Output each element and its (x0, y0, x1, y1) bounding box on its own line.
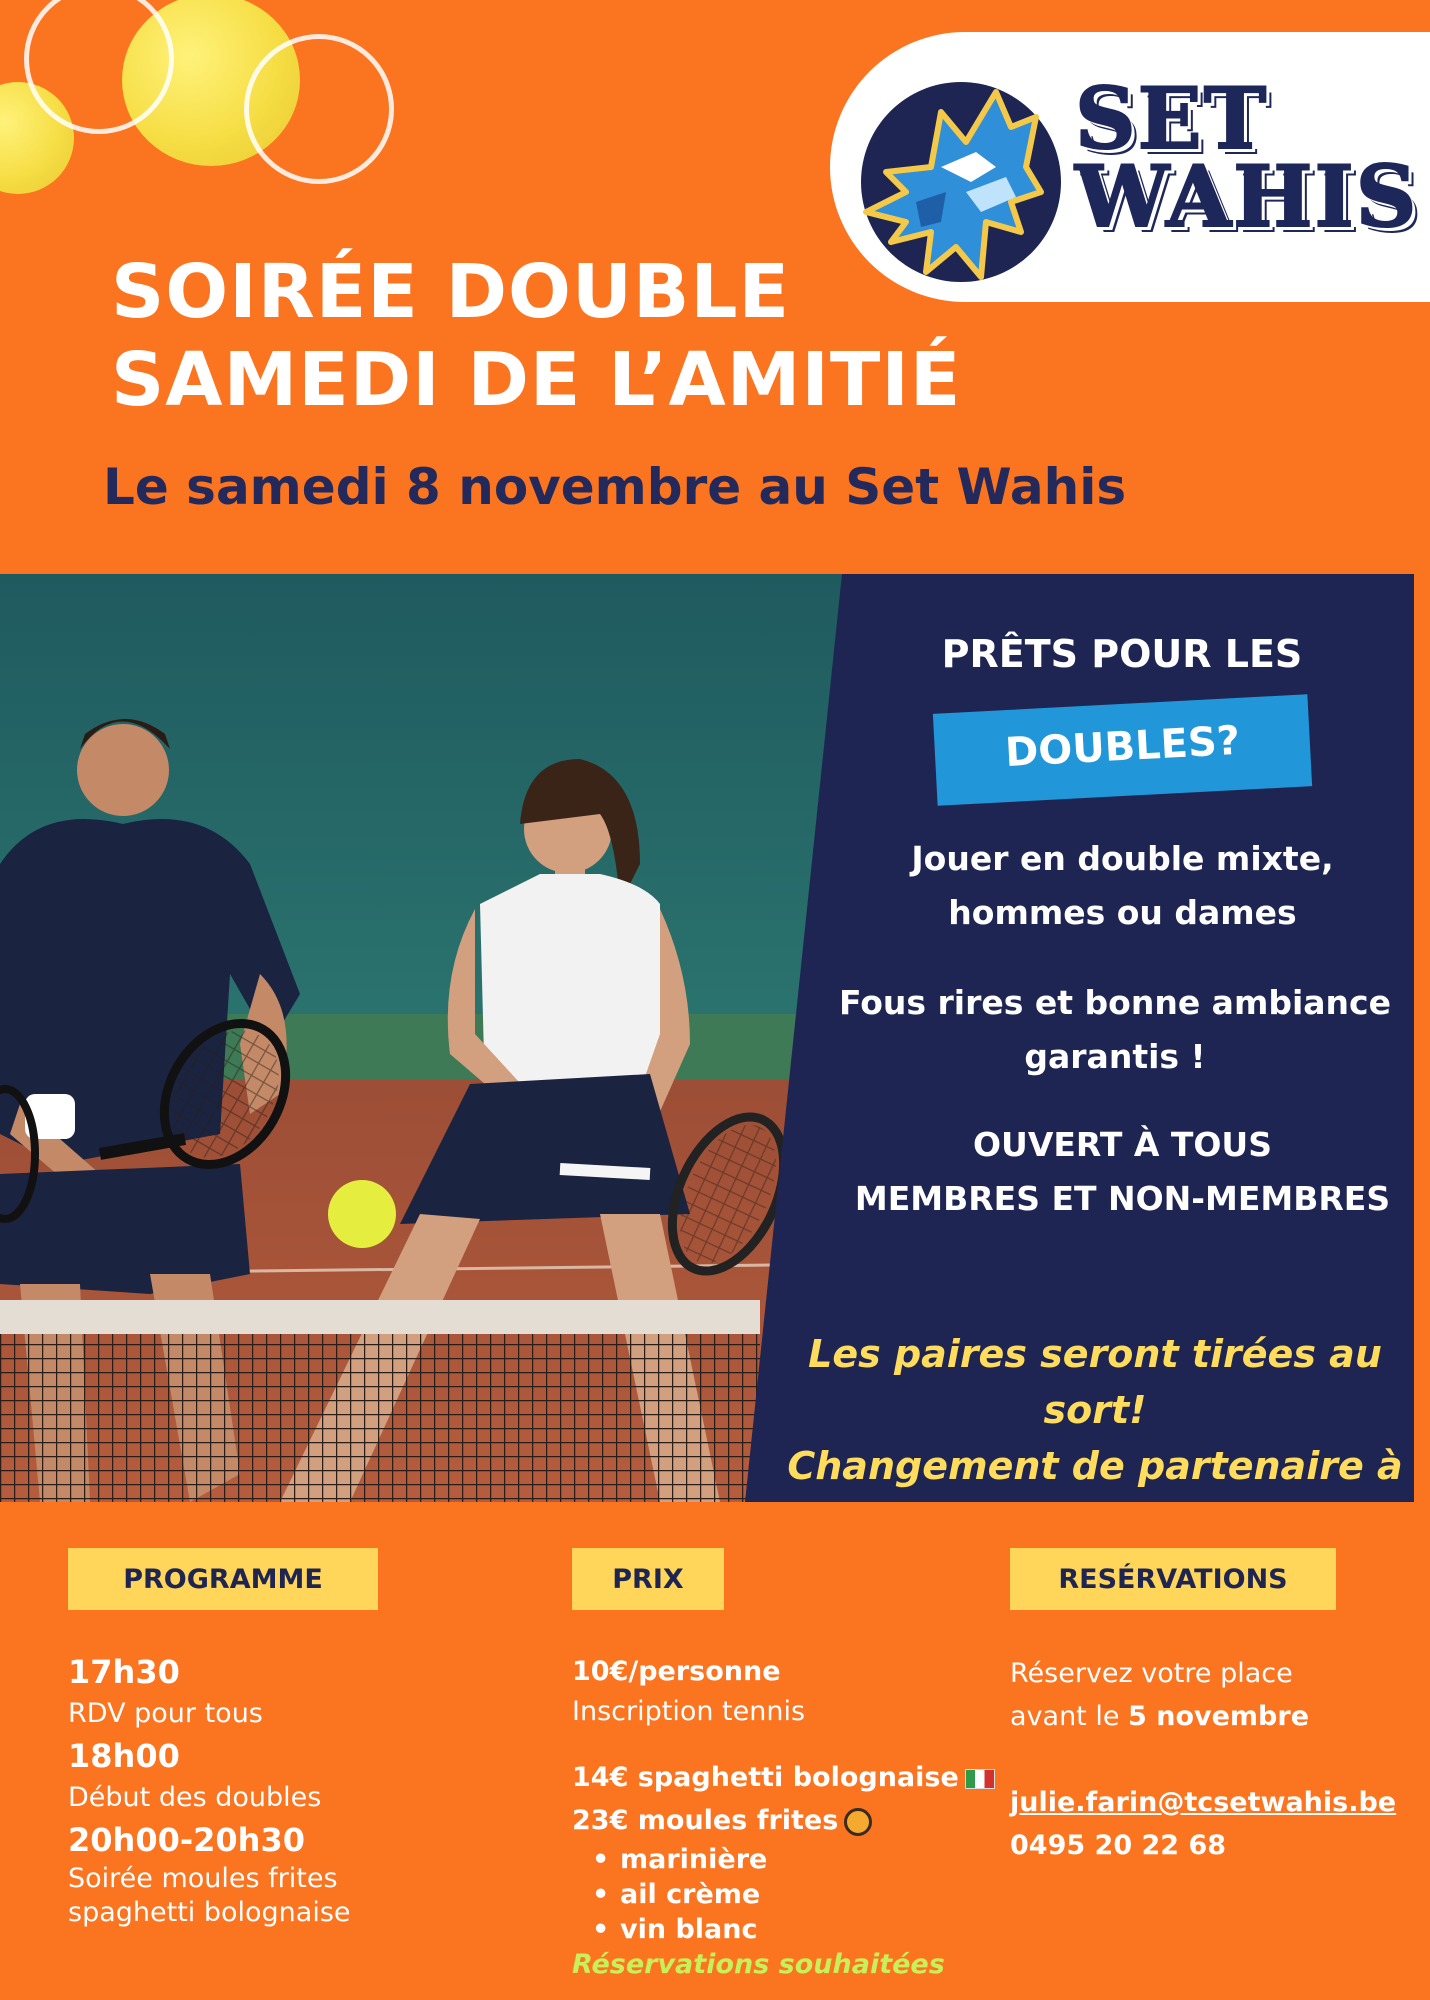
reservation-deadline: 5 novembre (1128, 1701, 1310, 1732)
panel-point-3-line-1: OUVERT À TOUS (972, 1125, 1272, 1164)
panel-point-3 (835, 1118, 1410, 1226)
reservations-line-2-prefix: avant le (1010, 1701, 1129, 1732)
programme-time: 17h30 (68, 1653, 180, 1691)
tennis-price-label: Inscription tennis (572, 1696, 806, 1727)
programme-time: 18h00 (68, 1737, 180, 1775)
reservations-info (1010, 1652, 1396, 1867)
programme-tag: PROGRAMME (68, 1548, 378, 1610)
panel-point-2: Fous rires et bonne ambiance garantis ! (839, 983, 1391, 1076)
list-item: • vin blanc (596, 1912, 995, 1947)
title-line-1: SOIRÉE DOUBLE (111, 249, 791, 335)
programme-text: RDV pour tous (68, 1698, 263, 1729)
programme-text: Début des doubles (68, 1782, 322, 1813)
panel-heading: PRÊTS POUR LES (941, 632, 1303, 676)
prix-list (572, 1652, 995, 1983)
tennis-price: 10€/personne (572, 1656, 781, 1687)
logo-line-1: SET (1075, 69, 1269, 168)
programme-list (68, 1650, 351, 1930)
reservations-line-2 (1010, 1695, 1396, 1738)
header-section (0, 0, 1419, 574)
programme-text: Soirée moules frites (68, 1863, 338, 1894)
reservations-tag: RESÉRVATIONS (1010, 1548, 1336, 1610)
logo-wordmark (1075, 69, 1419, 246)
contact-email-link[interactable]: julie.farin@tcsetwahis.be (1010, 1787, 1397, 1818)
moules-options (572, 1842, 995, 1947)
bowl-icon (844, 1808, 872, 1836)
title-line-2: SAMEDI DE L’AMITIÉ (111, 337, 962, 423)
list-item: • marinière (596, 1842, 995, 1877)
prix-tag: PRIX (572, 1548, 724, 1610)
panel-point-1: Jouer en double mixte, hommes ou dames (911, 839, 1334, 932)
contact-phone: 0495 20 22 68 (1010, 1830, 1227, 1861)
panel-point-3-line-2: MEMBRES ET NON-MEMBRES (854, 1179, 1391, 1218)
moules-price-text: 23€ moules frites (572, 1805, 839, 1836)
programme-text: spaghetti bolognaise (68, 1897, 351, 1928)
details-section (0, 1502, 1414, 2000)
spaghetti-price (572, 1756, 995, 1800)
italy-flag-icon (965, 1769, 995, 1789)
programme-time: 20h00-20h30 (68, 1821, 305, 1859)
spaghetti-price-text: 14€ spaghetti bolognaise (572, 1762, 959, 1793)
logo-line-2: WAHIS (1075, 147, 1419, 246)
moules-price (572, 1800, 995, 1842)
event-title (111, 248, 961, 424)
draw-line-1: Les paires seront tirées au sort! (808, 1332, 1382, 1432)
reservations-line-1: Réservez votre place (1010, 1658, 1293, 1689)
tennis-ball-icon (122, 0, 300, 166)
list-item: • ail crème (596, 1877, 995, 1912)
doubles-badge-label: DOUBLES? (1003, 717, 1242, 777)
photo-section (0, 574, 1414, 1502)
draw-line-2: Changement de partenaire à (787, 1444, 1403, 1488)
event-subtitle: Le samedi 8 novembre au Set Wahis (103, 458, 1127, 516)
reservation-note: Réservations souhaitées (572, 1949, 945, 1980)
